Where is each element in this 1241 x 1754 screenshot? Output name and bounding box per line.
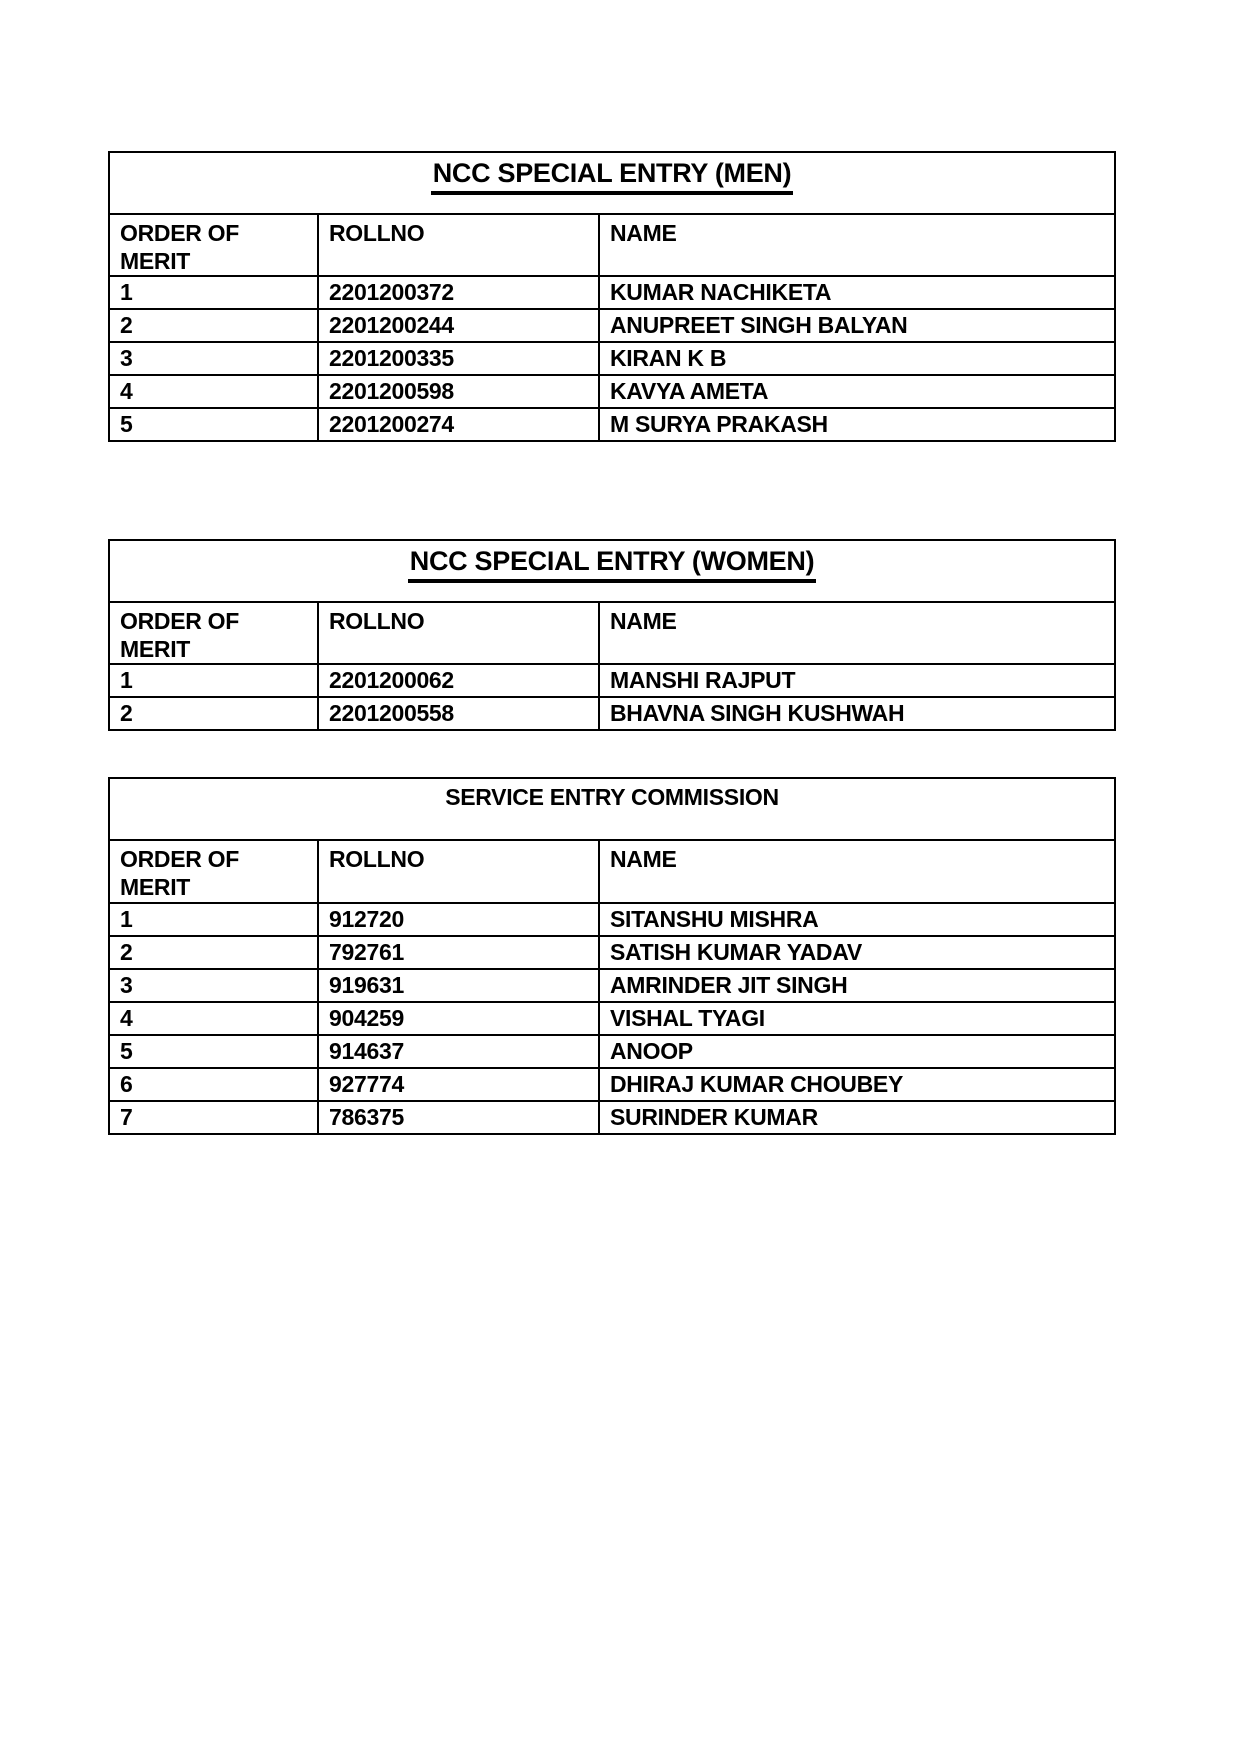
cell-rollno: 927774 [318, 1068, 599, 1101]
merit-table [108, 539, 1116, 731]
table-title-row [109, 778, 1115, 840]
table-title-cell [109, 152, 1115, 214]
cell-order-of-merit: 4 [109, 375, 318, 408]
table-title-row [109, 540, 1115, 602]
cell-rollno: 2201200274 [318, 408, 599, 441]
table-row [109, 375, 1115, 408]
merit-table [108, 151, 1116, 442]
table-title: NCC SPECIAL ENTRY (WOMEN) [408, 547, 817, 583]
cell-rollno: 2201200062 [318, 664, 599, 697]
table-row [109, 408, 1115, 441]
merit-table [108, 777, 1116, 1134]
table-row [109, 342, 1115, 375]
cell-rollno: 2201200558 [318, 697, 599, 730]
table-row [109, 936, 1115, 969]
cell-order-of-merit: 4 [109, 1002, 318, 1035]
cell-rollno: 2201200598 [318, 375, 599, 408]
column-header-name: NAME [599, 214, 1115, 276]
table-row [109, 1101, 1115, 1134]
table-row [109, 1068, 1115, 1101]
cell-order-of-merit: 7 [109, 1101, 318, 1134]
table-row [109, 1002, 1115, 1035]
column-header-rollno: ROLLNO [318, 840, 599, 902]
table-header-row [109, 602, 1115, 664]
cell-name: SITANSHU MISHRA [599, 903, 1115, 936]
cell-rollno: 2201200244 [318, 309, 599, 342]
cell-name: VISHAL TYAGI [599, 1002, 1115, 1035]
table-row [109, 1035, 1115, 1068]
cell-name: MANSHI RAJPUT [599, 664, 1115, 697]
column-header-rollno: ROLLNO [318, 214, 599, 276]
column-header-order-of-merit: ORDER OF MERIT [109, 840, 318, 902]
column-header-order-of-merit: ORDER OF MERIT [109, 214, 318, 276]
cell-name: M SURYA PRAKASH [599, 408, 1115, 441]
cell-rollno: 914637 [318, 1035, 599, 1068]
cell-name: KAVYA AMETA [599, 375, 1115, 408]
cell-rollno: 912720 [318, 903, 599, 936]
table-title: NCC SPECIAL ENTRY (MEN) [431, 159, 794, 195]
cell-name: BHAVNA SINGH KUSHWAH [599, 697, 1115, 730]
cell-order-of-merit: 5 [109, 408, 318, 441]
merit-tables-container [108, 151, 1114, 1135]
cell-rollno: 2201200372 [318, 276, 599, 309]
table-title-row [109, 152, 1115, 214]
table-title-cell [109, 778, 1115, 840]
cell-name: KUMAR NACHIKETA [599, 276, 1115, 309]
cell-order-of-merit: 2 [109, 936, 318, 969]
cell-order-of-merit: 2 [109, 309, 318, 342]
cell-name: KIRAN K B [599, 342, 1115, 375]
cell-order-of-merit: 6 [109, 1068, 318, 1101]
table-title: SERVICE ENTRY COMMISSION [445, 784, 779, 811]
column-header-rollno: ROLLNO [318, 602, 599, 664]
cell-order-of-merit: 5 [109, 1035, 318, 1068]
cell-name: AMRINDER JIT SINGH [599, 969, 1115, 1002]
cell-order-of-merit: 1 [109, 664, 318, 697]
cell-rollno: 786375 [318, 1101, 599, 1134]
cell-order-of-merit: 3 [109, 342, 318, 375]
column-header-name: NAME [599, 840, 1115, 902]
table-row [109, 903, 1115, 936]
table-row [109, 969, 1115, 1002]
cell-order-of-merit: 2 [109, 697, 318, 730]
table-header-row [109, 840, 1115, 902]
cell-name: ANOOP [599, 1035, 1115, 1068]
cell-rollno: 919631 [318, 969, 599, 1002]
cell-order-of-merit: 1 [109, 903, 318, 936]
cell-name: SATISH KUMAR YADAV [599, 936, 1115, 969]
table-row [109, 309, 1115, 342]
cell-order-of-merit: 3 [109, 969, 318, 1002]
table-row [109, 697, 1115, 730]
cell-rollno: 792761 [318, 936, 599, 969]
table-row [109, 664, 1115, 697]
table-title-cell [109, 540, 1115, 602]
column-header-name: NAME [599, 602, 1115, 664]
cell-rollno: 904259 [318, 1002, 599, 1035]
cell-name: DHIRAJ KUMAR CHOUBEY [599, 1068, 1115, 1101]
cell-order-of-merit: 1 [109, 276, 318, 309]
column-header-order-of-merit: ORDER OF MERIT [109, 602, 318, 664]
table-header-row [109, 214, 1115, 276]
cell-rollno: 2201200335 [318, 342, 599, 375]
cell-name: SURINDER KUMAR [599, 1101, 1115, 1134]
table-row [109, 276, 1115, 309]
cell-name: ANUPREET SINGH BALYAN [599, 309, 1115, 342]
